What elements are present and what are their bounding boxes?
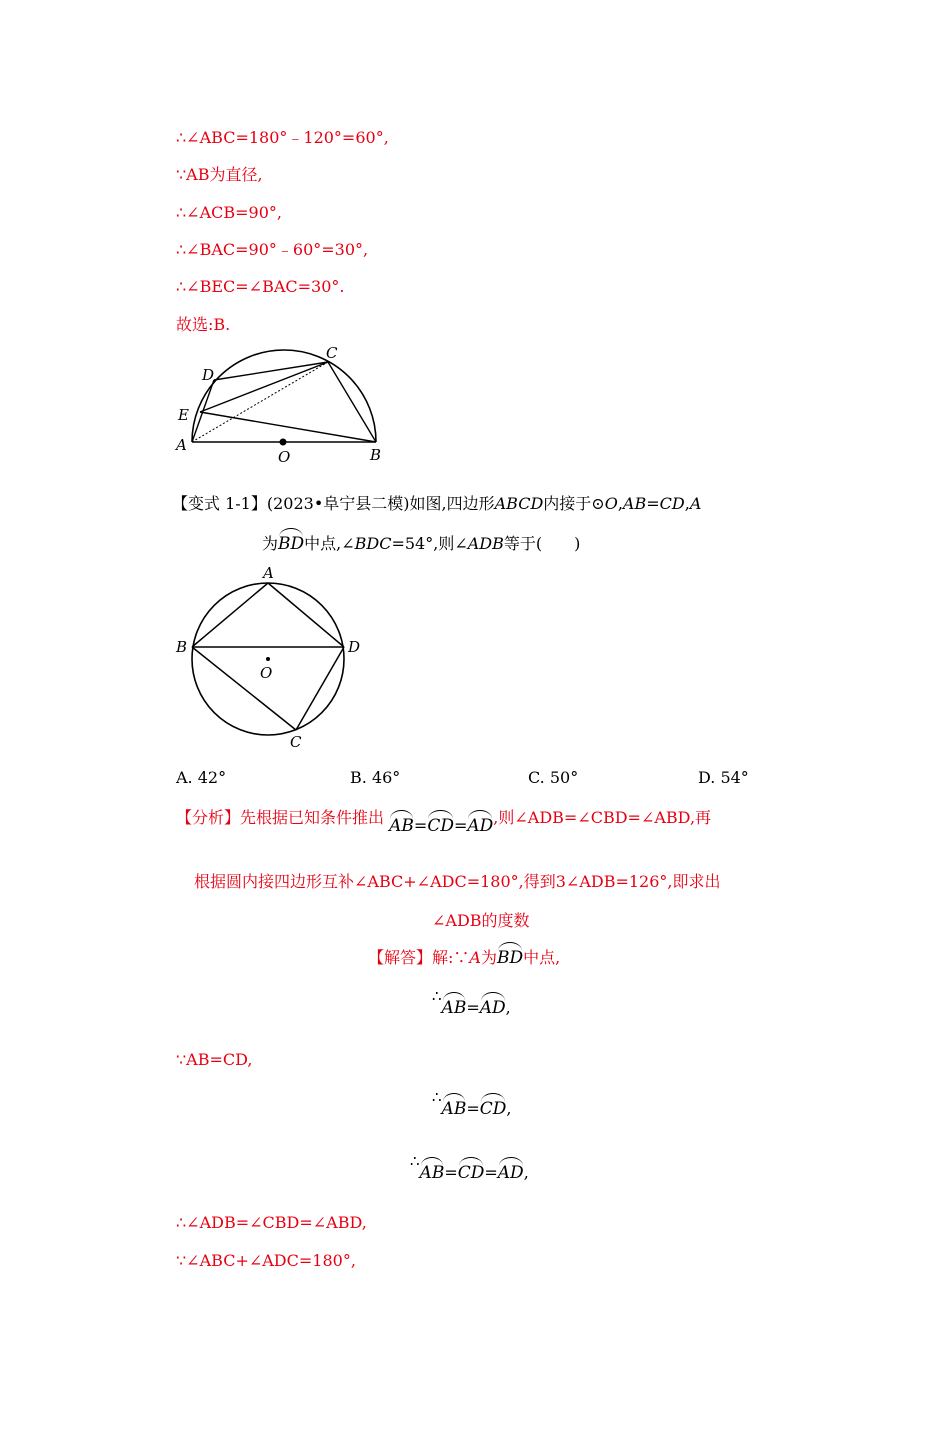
center-point-o bbox=[266, 657, 270, 661]
label-e: E bbox=[178, 406, 189, 424]
problem-tag: 【变式 1-1】 bbox=[172, 494, 267, 513]
problem-line-2: 为BD中点,∠BDC=54°,则∠ADB等于( ) bbox=[262, 534, 581, 554]
label-d: D bbox=[202, 366, 215, 384]
answer-step-1: ∴AB=AD, bbox=[432, 987, 511, 1018]
label-b: B bbox=[176, 638, 188, 656]
answer-step-3: ∴AB=CD, bbox=[432, 1088, 512, 1119]
figure-semicircle bbox=[170, 340, 400, 470]
label-o: O bbox=[278, 448, 291, 466]
label-d: D bbox=[348, 638, 361, 656]
figure-circle-quadrilateral bbox=[170, 562, 370, 752]
analysis-line-1: 【分析】先根据已知条件推出 AB=CD=AD,则∠ADB=∠CBD=∠ABD,再 bbox=[176, 808, 712, 836]
problem-o: O bbox=[604, 494, 618, 513]
solution-line-1: ∴∠ABC=180°﹣120°=60°, bbox=[176, 128, 389, 147]
answer-line-1: 【解答】解:∵A为BD中点, bbox=[368, 948, 561, 968]
answer-step-5: ∴∠ADB=∠CBD=∠ABD, bbox=[176, 1213, 367, 1232]
option-b[interactable]: B. 46° bbox=[350, 768, 401, 787]
label-c: C bbox=[290, 733, 302, 751]
segment-eb bbox=[200, 412, 376, 442]
center-point-o bbox=[280, 439, 287, 446]
solution-line-6: 故选:B. bbox=[176, 315, 231, 334]
answer-step-4: ∴AB=CD=AD, bbox=[410, 1152, 529, 1183]
solution-line-3: ∴∠ACB=90°, bbox=[176, 203, 282, 222]
problem-line-1: 【变式 1-1】(2023•阜宁县二模)如图,四边形ABCD内接于⊙O,AB=CD,A bbox=[172, 494, 702, 513]
option-d[interactable]: D. 54° bbox=[698, 768, 749, 787]
arc-bd: BD bbox=[278, 534, 305, 554]
solution-line-2: ∵AB为直径, bbox=[176, 165, 263, 184]
problem-source: (2023•阜宁县二模)如图,四边形 bbox=[266, 494, 495, 513]
solution-line-5: ∴∠BEC=∠BAC=30°. bbox=[176, 277, 345, 296]
problem-quad: ABCD bbox=[494, 494, 544, 513]
segment-ec bbox=[200, 362, 328, 412]
segment-bc bbox=[192, 647, 296, 730]
analysis-tag: 【分析】 bbox=[176, 808, 241, 827]
problem-a: A bbox=[689, 494, 702, 513]
label-o: O bbox=[260, 664, 273, 682]
label-a: A bbox=[263, 564, 274, 582]
solution-line-4: ∴∠BAC=90°﹣60°=30°, bbox=[176, 240, 369, 259]
option-c[interactable]: C. 50° bbox=[528, 768, 579, 787]
problem-ab-cd: AB=CD bbox=[622, 494, 685, 513]
segment-cb bbox=[328, 362, 376, 442]
option-a[interactable]: A. 42° bbox=[176, 768, 227, 787]
segment-dc bbox=[214, 362, 328, 380]
answer-step-6: ∵∠ABC+∠ADC=180°, bbox=[176, 1251, 356, 1270]
label-b: B bbox=[370, 446, 382, 464]
analysis-line-2: 根据圆内接四边形互补∠ABC+∠ADC=180°,得到3∠ADB=126°,即求出 bbox=[194, 872, 721, 891]
segment-cd bbox=[296, 647, 344, 730]
answer-step-2: ∵AB=CD, bbox=[176, 1050, 253, 1069]
answer-tag: 【解答】 bbox=[368, 948, 433, 967]
segment-ad bbox=[192, 380, 214, 442]
problem-inscribed: 内接于⊙ bbox=[543, 494, 605, 513]
label-c: C bbox=[326, 344, 338, 362]
label-a: A bbox=[176, 436, 187, 454]
analysis-line-3: ∠ADB的度数 bbox=[432, 911, 530, 930]
